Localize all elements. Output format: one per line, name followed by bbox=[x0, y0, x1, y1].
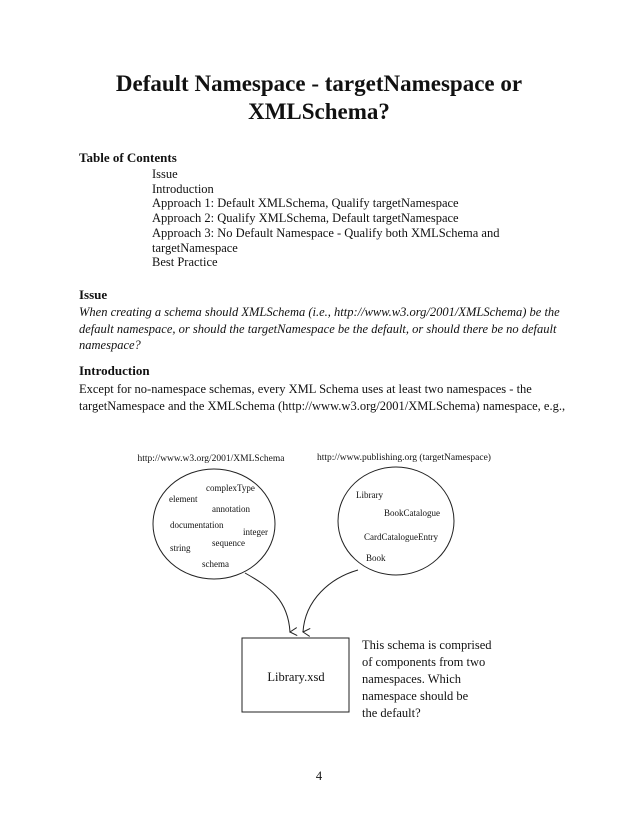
toc-item-issue[interactable]: Issue bbox=[152, 167, 178, 181]
left-namespace-label: http://www.w3.org/2001/XMLSchema bbox=[137, 454, 285, 464]
issue-text: When creating a schema should XMLSchema (i.e., http://www.w3.org/2001/XMLSchema) be the default namespace, or should the targetNamespace be the default, or should there be no default namespace? bbox=[79, 305, 560, 352]
term-cardcatalogueentry: CardCatalogueEntry bbox=[364, 532, 438, 542]
term-element: element bbox=[169, 494, 198, 504]
note-line-4: namespace should be bbox=[362, 689, 469, 703]
right-arrow bbox=[303, 570, 358, 632]
page-number: 4 bbox=[315, 769, 323, 783]
note-line-3: namespaces. Which bbox=[362, 672, 462, 686]
target-namespace-circle bbox=[338, 467, 454, 575]
term-documentation: documentation bbox=[170, 520, 224, 530]
term-string: string bbox=[170, 543, 191, 553]
term-schema: schema bbox=[202, 559, 229, 569]
note-line-5: the default? bbox=[362, 706, 421, 720]
term-library: Library bbox=[356, 490, 383, 500]
right-namespace-label: http://www.publishing.org (targetNamespace) bbox=[317, 453, 491, 463]
toc-item-introduction[interactable]: Introduction bbox=[152, 181, 214, 196]
note-line-2: of components from two bbox=[362, 655, 486, 669]
title-line-1: Default Namespace - targetNamespace or bbox=[115, 71, 523, 96]
term-bookcatalogue: BookCatalogue bbox=[384, 508, 440, 518]
toc-heading: Table of Contents bbox=[79, 150, 177, 165]
term-annotation: annotation bbox=[212, 504, 250, 514]
toc-item-approach-2[interactable]: Approach 2: Qualify XMLSchema, Default targetNamespace bbox=[152, 211, 459, 226]
term-sequence: sequence bbox=[212, 538, 245, 548]
library-xsd-label: Library.xsd bbox=[267, 670, 325, 684]
term-complextype: complexType bbox=[206, 483, 255, 493]
introduction-text: Except for no-namespace schemas, every XML Schema uses at least two namespaces - the targetNamespace and the XMLSchema (http://www.w3.org/2001/XMLSchema) namespace, e.g., bbox=[79, 382, 566, 413]
toc-item-best-practice[interactable]: Best Practice bbox=[152, 255, 218, 270]
left-arrow bbox=[245, 573, 290, 632]
term-book: Book bbox=[366, 553, 386, 563]
issue-heading: Issue bbox=[79, 287, 108, 302]
introduction-heading: Introduction bbox=[79, 363, 150, 378]
title-line-2: XMLSchema? bbox=[248, 99, 390, 124]
toc-item-approach-3[interactable]: Approach 3: No Default Namespace - Qualify both XMLSchema and targetNamespace bbox=[152, 225, 500, 255]
toc-item-approach-1[interactable]: Approach 1: Default XMLSchema, Qualify targetNamespace bbox=[152, 196, 459, 211]
note-line-1: This schema is comprised bbox=[362, 638, 492, 652]
term-integer: integer bbox=[243, 527, 268, 537]
